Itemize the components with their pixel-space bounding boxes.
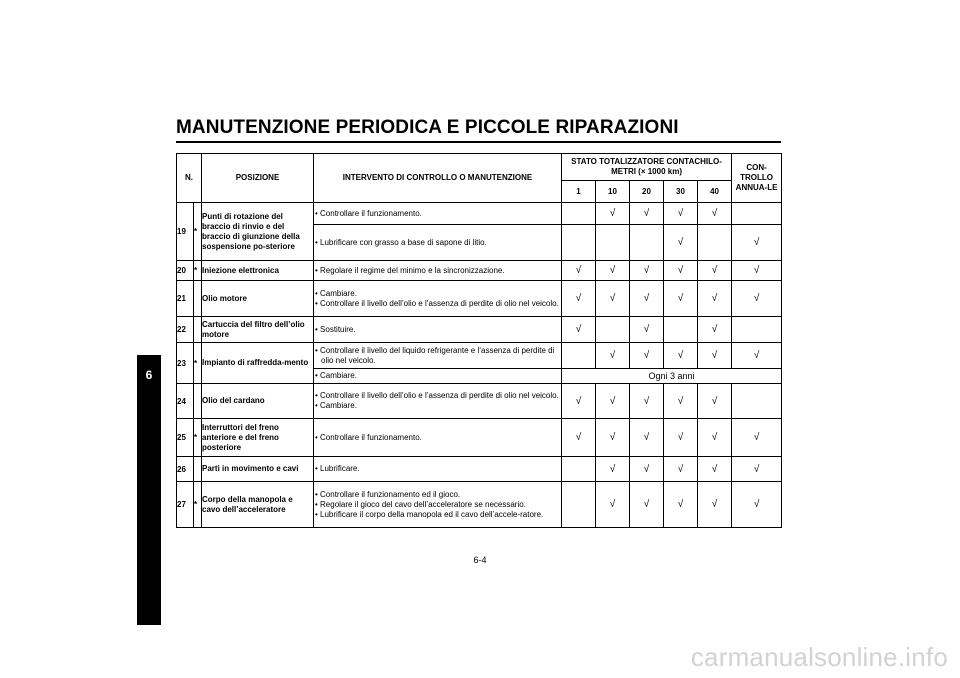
header-km-40: 40 — [698, 181, 732, 203]
action-bullet — [314, 490, 561, 500]
bullet-icon: • — [315, 237, 321, 247]
check-mark: √ — [698, 482, 732, 528]
check-mark: √ — [664, 384, 698, 419]
action-bullet — [314, 433, 561, 443]
action-text: Cambiare. — [320, 401, 357, 410]
row-position: Impianto di raffredda-mento — [202, 343, 314, 384]
page-title: MANUTENZIONE PERIODICA E PICCOLE RIPARAZIONI — [176, 117, 679, 138]
row-position: Olio del cardano — [202, 384, 314, 419]
bullet-icon: • — [315, 371, 321, 380]
chapter-tab — [137, 355, 161, 625]
check-mark: √ — [596, 482, 630, 528]
row-number: 21 — [177, 281, 194, 317]
action-text: Cambiare. — [320, 371, 357, 380]
row-star-marker: * — [194, 419, 202, 457]
check-mark: √ — [664, 203, 698, 225]
check-mark: √ — [732, 419, 782, 457]
empty-cell — [562, 225, 596, 261]
row-action — [314, 343, 562, 369]
check-mark: √ — [630, 203, 664, 225]
row-star-marker — [194, 317, 202, 343]
check-mark: √ — [698, 203, 732, 225]
row-action — [314, 261, 562, 281]
bullet-icon: • — [315, 432, 321, 442]
action-text: Sostituire. — [320, 324, 356, 334]
empty-cell — [562, 482, 596, 528]
check-mark: √ — [630, 482, 664, 528]
empty-cell — [732, 384, 782, 419]
action-text: Cambiare. — [320, 288, 357, 298]
check-mark: √ — [630, 457, 664, 482]
action-text: Controllare il livello dell’olio e l’assenza di perdite di olio nel veicolo. — [320, 298, 559, 308]
check-mark: √ — [664, 482, 698, 528]
check-mark: √ — [596, 203, 630, 225]
check-mark: √ — [562, 281, 596, 317]
empty-cell — [732, 317, 782, 343]
header-km-1: 1 — [562, 181, 596, 203]
row-position: Olio motore — [202, 281, 314, 317]
table-row — [177, 261, 782, 281]
interval-note: Ogni 3 anni — [562, 369, 782, 384]
title-rule — [176, 141, 781, 143]
check-mark: √ — [630, 261, 664, 281]
check-mark: √ — [596, 281, 630, 317]
table-row — [177, 384, 782, 419]
row-star-marker — [194, 384, 202, 419]
table-row — [177, 482, 782, 528]
row-action — [314, 369, 562, 384]
row-action — [314, 281, 562, 317]
check-mark: √ — [562, 419, 596, 457]
empty-cell — [664, 317, 698, 343]
action-bullet — [314, 238, 561, 248]
bullet-icon: • — [315, 509, 321, 519]
check-mark: √ — [562, 384, 596, 419]
action-bullet — [314, 325, 561, 335]
check-mark: √ — [596, 384, 630, 419]
check-mark: √ — [562, 317, 596, 343]
empty-cell — [732, 203, 782, 225]
action-bullet — [314, 500, 561, 510]
check-mark: √ — [562, 261, 596, 281]
empty-cell — [596, 317, 630, 343]
table-row — [177, 343, 782, 369]
header-position: POSIZIONE — [202, 154, 314, 203]
bullet-icon: • — [315, 391, 321, 400]
check-mark: √ — [664, 261, 698, 281]
bullet-icon: • — [315, 324, 321, 334]
row-position: Punti di rotazione del braccio di rinvio e del braccio di giunzione della sospensione po-steriore — [202, 203, 314, 261]
empty-cell — [562, 457, 596, 482]
bullet-icon: • — [315, 265, 321, 275]
check-mark: √ — [698, 419, 732, 457]
row-action — [314, 384, 562, 419]
action-bullet — [314, 346, 561, 366]
check-mark: √ — [732, 225, 782, 261]
empty-cell — [596, 225, 630, 261]
row-star-marker: * — [194, 343, 202, 384]
bullet-icon: • — [315, 208, 321, 218]
header-annual: CON-TROLLO ANNUA-LE — [732, 154, 782, 203]
row-action — [314, 317, 562, 343]
row-action — [314, 419, 562, 457]
row-number: 25 — [177, 419, 194, 457]
row-action — [314, 482, 562, 528]
row-action — [314, 203, 562, 225]
table-row — [177, 203, 782, 225]
header-n: N. — [177, 154, 202, 203]
bullet-icon: • — [315, 489, 321, 499]
chapter-number: 6 — [145, 368, 153, 382]
action-bullet — [314, 391, 561, 401]
row-star-marker: * — [194, 261, 202, 281]
header-km-20: 20 — [630, 181, 664, 203]
action-bullet — [314, 299, 561, 309]
check-mark: √ — [630, 384, 664, 419]
check-mark: √ — [664, 419, 698, 457]
bullet-icon: • — [315, 401, 321, 410]
action-text: Lubrificare. — [320, 464, 360, 473]
action-text: Controllare il funzionamento. — [320, 208, 422, 218]
check-mark: √ — [596, 419, 630, 457]
bullet-icon: • — [315, 345, 321, 355]
check-mark: √ — [630, 317, 664, 343]
check-mark: √ — [698, 261, 732, 281]
empty-cell — [562, 343, 596, 369]
check-mark: √ — [664, 457, 698, 482]
action-bullet — [314, 401, 561, 411]
row-number: 24 — [177, 384, 194, 419]
check-mark: √ — [596, 343, 630, 369]
check-mark: √ — [698, 317, 732, 343]
action-text: Controllare il livello dell’olio e l’assenza di perdite di olio nel veicolo. — [320, 391, 559, 400]
action-bullet — [314, 289, 561, 299]
action-text: Lubrificare il corpo della manopola ed il cavo dell’accele-ratore. — [320, 509, 544, 519]
check-mark: √ — [596, 457, 630, 482]
check-mark: √ — [698, 281, 732, 317]
row-number: 20 — [177, 261, 194, 281]
check-mark: √ — [630, 419, 664, 457]
row-star-marker: * — [194, 482, 202, 528]
row-position: Iniezione elettronica — [202, 261, 314, 281]
action-text: Regolare il regime del minimo e la sincronizzazione. — [320, 265, 505, 275]
row-number: 19 — [177, 203, 194, 261]
check-mark: √ — [732, 261, 782, 281]
action-text: Lubrificare con grasso a base di sapone di litio. — [320, 237, 487, 247]
table-row — [177, 419, 782, 457]
check-mark: √ — [664, 225, 698, 261]
row-star-marker — [194, 457, 202, 482]
action-text: Controllare il livello del liquido refrigerante e l’assenza di perdite di olio nel veicolo. — [320, 345, 555, 365]
row-position: Parti in movimento e cavi — [202, 457, 314, 482]
check-mark: √ — [732, 343, 782, 369]
action-bullet — [314, 266, 561, 276]
row-position: Cartuccia del filtro dell’olio motore — [202, 317, 314, 343]
row-number: 23 — [177, 343, 194, 384]
action-text: Controllare il funzionamento. — [320, 432, 422, 442]
bullet-icon: • — [315, 499, 321, 509]
maintenance-table — [176, 153, 782, 528]
row-star-marker — [194, 281, 202, 317]
row-action — [314, 225, 562, 261]
check-mark: √ — [698, 343, 732, 369]
row-action — [314, 457, 562, 482]
page-number: 6-4 — [473, 555, 487, 565]
table-row — [177, 317, 782, 343]
check-mark: √ — [630, 343, 664, 369]
row-number: 26 — [177, 457, 194, 482]
check-mark: √ — [630, 281, 664, 317]
table-row — [177, 281, 782, 317]
empty-cell — [630, 225, 664, 261]
action-text: Regolare il gioco del cavo dell’acceleratore se necessario. — [320, 499, 526, 509]
table-row — [177, 457, 782, 482]
check-mark: √ — [664, 343, 698, 369]
header-action: INTERVENTO DI CONTROLLO O MANUTENZIONE — [314, 154, 562, 203]
row-number: 22 — [177, 317, 194, 343]
bullet-icon: • — [315, 464, 321, 473]
row-position: Corpo della manopola e cavo dell’acceleratore — [202, 482, 314, 528]
header-odometer: STATO TOTALIZZATORE CONTACHILO-METRI (× 1000 km) — [562, 154, 732, 181]
check-mark: √ — [732, 482, 782, 528]
header-km-10: 10 — [596, 181, 630, 203]
action-bullet — [314, 464, 561, 474]
bullet-icon: • — [315, 288, 321, 298]
bullet-icon: • — [315, 298, 321, 308]
action-bullet — [314, 510, 561, 520]
row-position: Interruttori del freno anteriore e del freno posteriore — [202, 419, 314, 457]
action-bullet — [314, 209, 561, 219]
empty-cell — [698, 225, 732, 261]
header-km-30: 30 — [664, 181, 698, 203]
check-mark: √ — [698, 384, 732, 419]
check-mark: √ — [698, 457, 732, 482]
check-mark: √ — [596, 261, 630, 281]
check-mark: √ — [732, 281, 782, 317]
row-number: 27 — [177, 482, 194, 528]
empty-cell — [562, 203, 596, 225]
action-bullet — [314, 371, 561, 381]
row-star-marker: * — [194, 203, 202, 261]
action-text: Controllare il funzionamento ed il gioco. — [320, 489, 461, 499]
check-mark: √ — [664, 281, 698, 317]
check-mark: √ — [732, 457, 782, 482]
footer-watermark[interactable]: carmanualsonline.info — [690, 642, 948, 672]
